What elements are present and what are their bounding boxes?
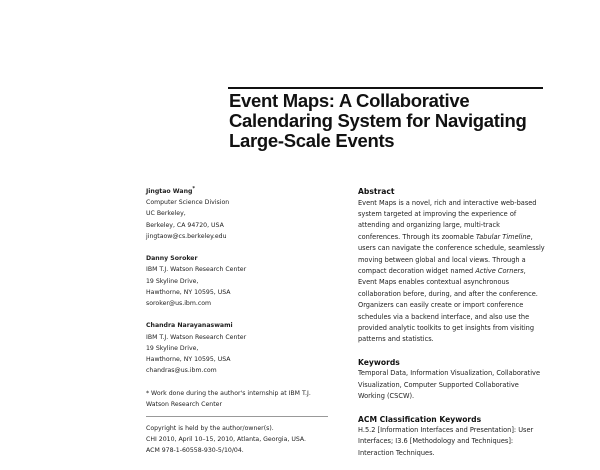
title-line: Large-Scale Events — [229, 130, 395, 151]
acm-line: H.5.2 [Information Interfaces and Presentation]: User — [358, 426, 534, 434]
acm-line: Interfaces; I3.6 [Methodology and Techniques]: — [358, 437, 514, 446]
title-rule — [228, 87, 543, 89]
abstract-text: conferences. Through its zoomable — [358, 232, 476, 241]
author-column — [146, 186, 346, 457]
footnote-line: * Work done during the author's internship at IBM T.J. — [146, 389, 311, 397]
abstract-line: schedules via a backend interface, and also use the — [358, 312, 530, 321]
keywords-line: Temporal Data, Information Visualization, Collaborative — [358, 369, 541, 378]
email-line: jingtaow@cs.berkeley.edu — [146, 232, 227, 240]
abstract-line: Event Maps is a novel, rich and interactive web-based — [358, 198, 537, 207]
email-line: soroker@us.ibm.com — [146, 300, 212, 308]
abstract-line: Event Maps enables contextual asynchronous — [358, 278, 510, 287]
keywords-line: Visualization, Computer Supported Collaborative — [358, 380, 519, 389]
author-name: Chandra Narayanaswami — [146, 322, 233, 330]
author-block — [146, 186, 346, 242]
keywords-heading: Keywords — [358, 357, 400, 367]
abstract-line: system targeted at improving the experience of — [358, 209, 517, 218]
affiliation-line: IBM T.J. Watson Research Center — [146, 333, 247, 341]
author-name-text: Jingtao Wang — [146, 188, 193, 195]
footnote — [146, 388, 346, 410]
author-block — [146, 320, 346, 376]
acm-line: Interaction Techniques. — [358, 448, 435, 457]
address-line: Hawthorne, NY 10595, USA — [146, 356, 231, 364]
abstract-line — [358, 232, 578, 243]
acm-classification-body — [358, 425, 578, 459]
abstract-line: patterns and statistics. — [358, 335, 434, 344]
keywords-body — [358, 368, 578, 402]
footnote-mark: * — [192, 186, 196, 192]
term-tabular-timeline: Tabular Timeline — [475, 232, 531, 241]
abstract-line: provided analytic toolkits to get insights from visiting — [358, 323, 535, 332]
abstract-line: Organizers can easily create or import conference — [358, 301, 524, 310]
author-name: Danny Soroker — [146, 255, 198, 263]
abstract-heading: Abstract — [358, 187, 395, 196]
copyright-line: Copyright is held by the author/owner(s). — [146, 425, 274, 433]
abstract-line: users can navigate the conference schedule, seamlessly — [358, 244, 545, 253]
paper-title — [229, 91, 599, 151]
conference-line: CHI 2010, April 10–15, 2010, Atlanta, Georgia, USA. — [146, 436, 306, 444]
abstract-line: moving between global and local views. Through a — [358, 255, 526, 264]
affiliation-line: UC Berkeley, — [146, 210, 186, 218]
content-column — [358, 186, 578, 470]
title-line: Calendaring System for Navigating — [229, 110, 527, 131]
isbn-line: ACM 978-1-60558-930-5/10/04. — [146, 447, 244, 455]
footnote-line: Watson Research Center — [146, 400, 223, 408]
keywords-line: Working (CSCW). — [358, 392, 415, 401]
affiliation-line: Computer Science Division — [146, 199, 230, 207]
author-block — [146, 253, 346, 309]
affiliation-line: IBM T.J. Watson Research Center — [146, 266, 247, 274]
address-line: 19 Skyline Drive, — [146, 277, 199, 285]
abstract-line — [358, 266, 578, 277]
abstract-text: compact decoration widget named — [358, 266, 476, 275]
address-line: Berkeley, CA 94720, USA — [146, 221, 224, 229]
term-active-corners: Active Corners — [475, 266, 524, 275]
abstract-text: , — [523, 266, 526, 275]
email-line: chandras@us.ibm.com — [146, 367, 217, 375]
abstract-text: , — [530, 232, 533, 241]
abstract-line: collaboration before, during, and after the conference. — [358, 289, 538, 298]
copyright-divider — [146, 416, 328, 417]
author-name — [146, 186, 346, 197]
acm-classification-heading: ACM Classification Keywords — [358, 414, 482, 424]
address-line: 19 Skyline Drive, — [146, 344, 199, 352]
copyright-notice — [146, 423, 346, 457]
title-line: Event Maps: A Collaborative — [229, 90, 470, 111]
abstract-body — [358, 198, 578, 346]
address-line: Hawthorne, NY 10595, USA — [146, 288, 231, 296]
abstract-line: attending and organizing large, multi-track — [358, 221, 500, 230]
